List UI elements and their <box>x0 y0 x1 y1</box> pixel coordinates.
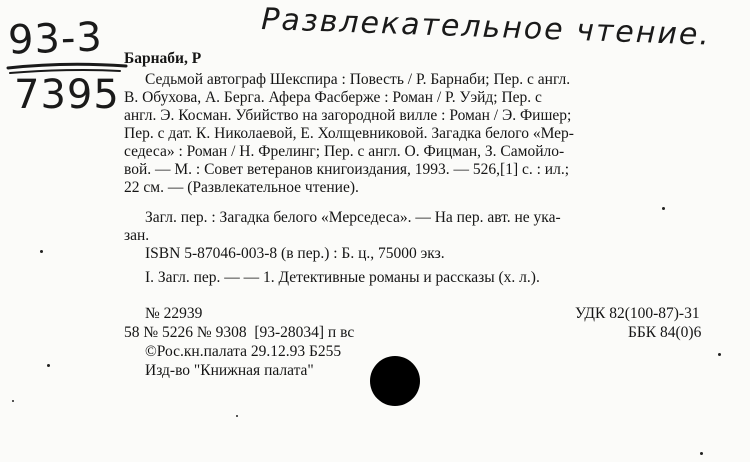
publisher-line: Изд-во "Книжная палата" <box>145 362 314 379</box>
description-line: вой. — М. : Совет ветеранов книгоиздания, 1993. — 526,[1] с. : ил.; <box>124 161 570 178</box>
description-line: англ. Э. Косман. Убийство на загородной вилле : Роман / Э. Фишер; <box>124 107 572 124</box>
description-line: седеса» : Роман / Н. Фрелинг; Пер. с англ. О. Фицман, З. Самойло- <box>124 143 565 160</box>
tracings-line: I. Загл. пер. — — 1. Детективные романы и рассказы (х. л.). <box>145 269 540 286</box>
scan-speck <box>662 207 665 210</box>
description-line: В. Обухова, А. Берга. Афера Фасберже : Роман / Р. Уэйд; Пер. с <box>124 89 542 106</box>
handwritten-shelf-code: 93-3 <box>7 14 104 64</box>
card-number: № 22939 <box>145 305 203 322</box>
bbk-index: ББК 84(0)6 <box>628 324 702 341</box>
scan-speck <box>40 250 43 253</box>
ink-blot <box>370 356 420 406</box>
isbn-line: ISBN 5-87046-003-8 (в пер.) : Б. ц., 75000 экз. <box>145 245 445 262</box>
scan-speck <box>718 353 721 356</box>
scan-speck <box>47 364 50 367</box>
description-line: Седьмой автограф Шекспира : Повесть / Р. Барнаби; Пер. с англ. <box>145 71 571 88</box>
registration-line: 58 № 5226 № 9308 [93-28034] п вс <box>124 324 355 341</box>
scan-speck <box>12 400 14 402</box>
scan-speck <box>700 452 703 455</box>
udk-index: УДК 82(100-87)-31 <box>575 305 700 322</box>
scan-speck <box>236 415 238 417</box>
author-heading: Барнаби, Р <box>124 50 202 67</box>
copyright-line: ©Рос.кн.палата 29.12.93 Б255 <box>145 343 342 360</box>
description-line: Пер. с дат. К. Николаевой, Е. Холщевниковой. Загадка белого «Мер- <box>124 125 574 142</box>
note-line: зан. <box>124 227 150 244</box>
note-line: Загл. пер. : Загадка белого «Мерседеса». — На пер. авт. не ука- <box>145 209 561 226</box>
description-line: 22 см. — (Развлекательное чтение). <box>124 179 359 196</box>
handwritten-inventory-number: 7395 <box>14 72 120 118</box>
handwritten-category-note: Развлекательное чтение. <box>260 2 712 53</box>
